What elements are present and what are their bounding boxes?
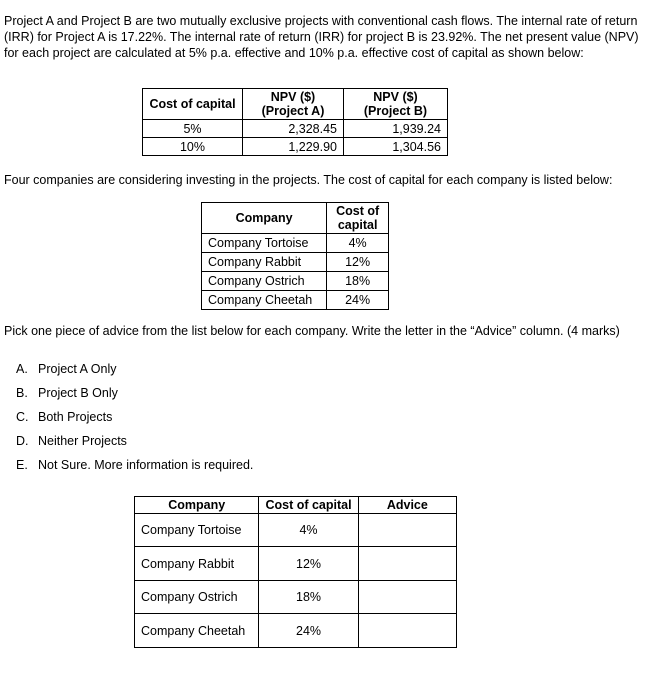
advice-header-cost: Cost of capital (259, 497, 358, 514)
advice-table (134, 496, 457, 648)
instruction: Pick one piece of advice from the list below for each company. Write the letter in the “Advice” column. (4 marks) (4, 324, 620, 338)
npv-cell: 5% (143, 120, 243, 138)
option-b: B. Project B Only (16, 386, 118, 400)
advice-input-cell[interactable] (358, 614, 456, 648)
npv-header-cost: Cost of capital (143, 89, 243, 120)
company-cell: Company Ostrich (202, 272, 327, 291)
npv-cell: 1,939.24 (344, 120, 448, 138)
companies-intro: Four companies are considering investing in the projects. The cost of capital for each company is listed below: (4, 173, 613, 187)
cost-header: Cost of capital (327, 203, 389, 234)
advice-options (16, 361, 253, 481)
company-cell: Company Rabbit (202, 253, 327, 272)
advice-company-cell: Company Cheetah (135, 614, 259, 648)
advice-input-cell[interactable] (358, 581, 456, 614)
npv-cell: 1,229.90 (243, 138, 344, 156)
advice-header-advice: Advice (358, 497, 456, 514)
cost-cell: 4% (327, 234, 389, 253)
option-c: C. Both Projects (16, 410, 113, 424)
company-cell: Company Tortoise (202, 234, 327, 253)
advice-header-company: Company (135, 497, 259, 514)
cost-cell: 12% (327, 253, 389, 272)
npv-header-project-b: NPV ($) (Project B) (344, 89, 448, 120)
advice-company-cell: Company Tortoise (135, 514, 259, 547)
company-cell: Company Cheetah (202, 291, 327, 310)
npv-header-project-a: NPV ($) (Project A) (243, 89, 344, 120)
intro-paragraph: Project A and Project B are two mutually exclusive projects with conventional cash flows. The internal rate of return (IRR) for Project A is 17.22%. The internal rate of return (IRR) for project B is 23.92%. The net present value (NPV) for each project are calculated at 5% p.a. effective and 10% p.a. effective cost of capital as shown below: (4, 14, 639, 60)
company-table (201, 202, 389, 310)
option-e: E. Not Sure. More information is required. (16, 458, 254, 472)
company-header: Company (202, 203, 327, 234)
npv-cell: 2,328.45 (243, 120, 344, 138)
cost-cell: 18% (327, 272, 389, 291)
advice-input-cell[interactable] (358, 514, 456, 547)
npv-table (142, 88, 448, 156)
option-a: A. Project A Only (16, 362, 117, 376)
npv-cell: 1,304.56 (344, 138, 448, 156)
advice-cost-cell: 12% (259, 547, 358, 581)
advice-company-cell: Company Rabbit (135, 547, 259, 581)
advice-company-cell: Company Ostrich (135, 581, 259, 614)
advice-cost-cell: 18% (259, 581, 358, 614)
advice-cost-cell: 24% (259, 614, 358, 648)
option-d: D. Neither Projects (16, 434, 127, 448)
advice-input-cell[interactable] (358, 547, 456, 581)
cost-cell: 24% (327, 291, 389, 310)
npv-cell: 10% (143, 138, 243, 156)
advice-cost-cell: 4% (259, 514, 358, 547)
